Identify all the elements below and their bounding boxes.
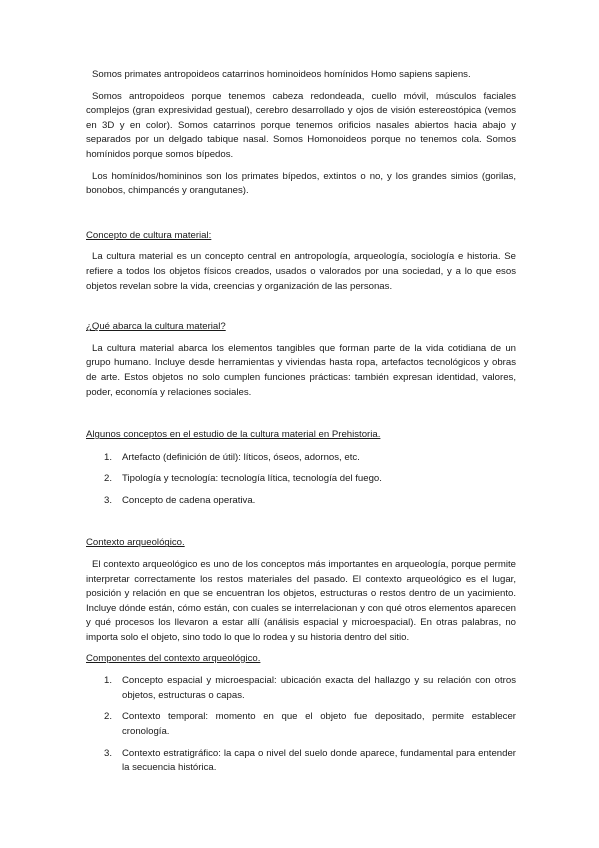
intro-paragraph-1: Somos primates antropoideos catarrinos hominoideos homínidos Homo sapiens sapiens. bbox=[92, 69, 471, 80]
intro-paragraph-2: Somos antropoideos porque tenemos cabeza redondeada, cuello móvil, músculos faciales complejos (gran expresividad gestual), cerebro desarrollado y ojos de visión estereostópica (vemos en 3D y en color). Somos catarrinos porque tenemos orificios nasales abiertos hacia abajo y separados por un delgado tabique nasal. Somos Homonoideos porque no tenemos cola. Somos homínidos porque somos bípedos. bbox=[86, 90, 516, 160]
algunos-conceptos-list bbox=[86, 451, 516, 509]
list-item-number: 2. bbox=[104, 711, 113, 723]
list-item-number: 3. bbox=[104, 747, 113, 759]
list-item bbox=[86, 451, 516, 466]
heading-componentes: Componentes del contexto arqueológico. bbox=[86, 652, 261, 664]
list-item-text: Artefacto (definición de útil): líticos, óseos, adornos, etc. bbox=[122, 451, 360, 463]
list-item-number: 1. bbox=[104, 675, 113, 687]
document-page bbox=[86, 68, 516, 776]
heading-algunos-conceptos: Algunos conceptos en el estudio de la cultura material en Prehistoria. bbox=[86, 429, 381, 441]
list-item-number: 2. bbox=[104, 473, 113, 485]
list-item-text: Contexto estratigráfico: la capa o nivel del suelo donde aparece, fundamental para entender la secuencia histórica. bbox=[122, 747, 516, 774]
list-item-number: 3. bbox=[104, 494, 113, 506]
componentes-list bbox=[86, 674, 516, 776]
list-item bbox=[86, 472, 516, 487]
list-item bbox=[86, 710, 516, 739]
list-item-number: 1. bbox=[104, 451, 113, 463]
list-item-text: Contexto temporal: momento en que el objeto fue depositado, permite establecer cronología. bbox=[122, 711, 516, 737]
abarca-paragraph: La cultura material abarca los elementos tangibles que forman parte de la vida cotidiana de un grupo humano. Incluye desde herramientas y viviendas hasta ropa, artefactos tecnológicos y obras de arte. Estos objetos no solo cumplen funciones prácticas: también expresan identidad, valores, poder, economía y relaciones sociales. bbox=[86, 342, 516, 398]
heading-contexto: Contexto arqueológico. bbox=[86, 537, 185, 549]
list-item-text: Tipología y tecnología: tecnología lítica, tecnología del fuego. bbox=[122, 473, 382, 485]
list-item bbox=[86, 674, 516, 703]
heading-concepto: Concepto de cultura material: bbox=[86, 229, 212, 241]
list-item-text: Concepto espacial y microespacial: ubicación exacta del hallazgo y su relación con otros objetos, estructuras o capas. bbox=[122, 675, 516, 701]
list-item bbox=[86, 494, 516, 509]
list-item bbox=[86, 747, 516, 776]
contexto-paragraph: El contexto arqueológico es uno de los conceptos más importantes en arqueología, porque permite interpretar correctamente los restos materiales del pasado. El contexto arqueológico es el lugar, posición y relación en que se encuentran los objetos, estructuras o restos dentro de un yacimiento. Incluye dónde están, cómo están, con cuales se interrelacionan y con qué otros elementos aparecen y qué procesos los llevaron a estar allí (análisis espacial y microespacial). En otras palabras, no importa solo el objeto, sino todo lo que lo rodea y su historia dentro del sitio. bbox=[86, 559, 516, 644]
heading-abarca: ¿Qué abarca la cultura material? bbox=[86, 321, 226, 333]
intro-paragraph-3: Los homínidos/homininos son los primates bípedos, extintos o no, y los grandes simios (gorilas, bonobos, chimpancés y orangutanes). bbox=[86, 170, 516, 197]
concepto-paragraph: La cultura material es un concepto central en antropología, arqueología, sociología e historia. Se refiere a todos los objetos físicos creados, usados o valorados por una sociedad, y a lo que esos objetos revelan sobre la vida, creencias y organización de las personas. bbox=[86, 251, 516, 292]
list-item-text: Concepto de cadena operativa. bbox=[122, 494, 256, 506]
